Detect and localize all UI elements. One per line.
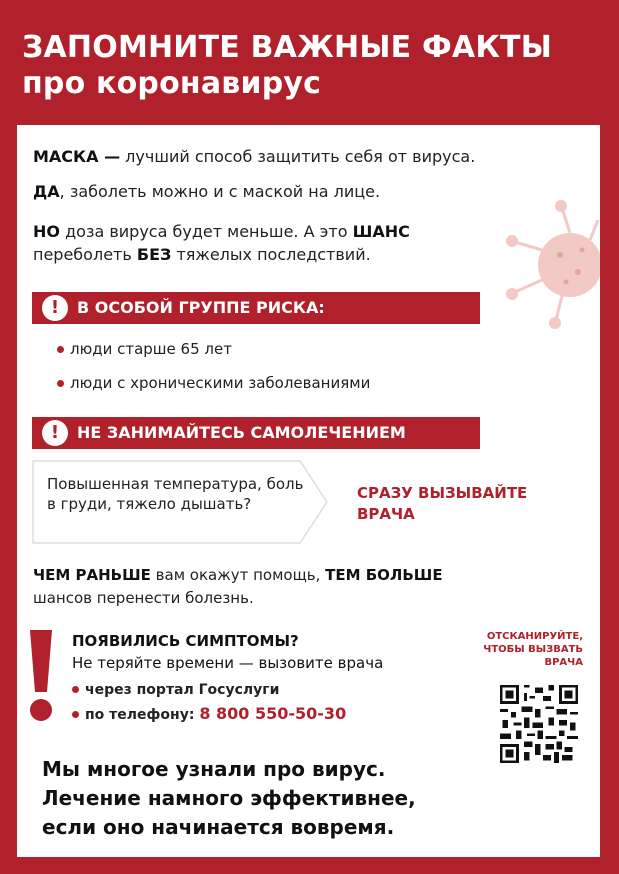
symptoms-subheading: Не теряйте времени — вызовите врача xyxy=(72,654,384,672)
fact-recover xyxy=(33,244,371,265)
sooner-text: вам окажут помощь, xyxy=(150,566,326,584)
fact-yes xyxy=(33,181,380,202)
fact-mask-text: лучший способ защитить себя от вируса. xyxy=(120,147,476,166)
selfcare-banner xyxy=(32,417,480,449)
fact-without-bold: БЕЗ xyxy=(136,245,172,264)
closing-message xyxy=(42,755,416,842)
fact-mask xyxy=(33,146,475,167)
contact-gosuslugi: через портал Госуслуги xyxy=(72,680,279,700)
call-doctor xyxy=(357,483,527,525)
call-doctor-line-1: СРАЗУ ВЫЗЫВАЙТЕ xyxy=(357,484,528,502)
fact-recover-text: переболеть xyxy=(33,245,137,264)
phone-label: по телефону: xyxy=(85,707,200,723)
fact-chance-bold: ШАНС xyxy=(352,222,410,241)
exclamation-circle-icon: ! xyxy=(42,295,68,321)
risk-heading: В ОСОБОЙ ГРУППЕ РИСКА: xyxy=(77,298,325,317)
title-line-1: ЗАПОМНИТЕ ВАЖНЫЕ ФАКТЫ xyxy=(22,30,552,65)
fact-recover-text-2: тяжелых последствий. xyxy=(171,245,371,264)
symptoms-heading: ПОЯВИЛИСЬ СИМПТОМЫ? xyxy=(72,632,299,650)
sooner-bold: ЧЕМ РАНЬШЕ xyxy=(33,566,151,584)
fact-yes-bold: ДА xyxy=(33,182,60,201)
risk-item: люди старше 65 лет xyxy=(57,339,232,359)
page-title xyxy=(22,30,552,102)
contact-phone xyxy=(72,704,346,725)
closing-line-1: Мы многое узнали про вирус. xyxy=(42,757,386,781)
content-card xyxy=(17,125,600,857)
fact-mask-bold: МАСКА — xyxy=(33,147,121,166)
closing-line-3: если оно начинается вовремя. xyxy=(42,815,395,839)
symptoms-text: Повышенная температура, боль в груди, тяжело дышать? xyxy=(47,475,304,513)
scan-line-1: ОТСКАНИРУЙТЕ, xyxy=(486,631,583,642)
risk-item: люди с хроническими заболеваниями xyxy=(57,373,370,393)
big-exclamation-icon xyxy=(29,630,53,722)
scan-caption xyxy=(483,630,583,669)
scan-line-2: ЧТОБЫ ВЫЗВАТЬ xyxy=(483,644,583,655)
selfcare-heading: НЕ ЗАНИМАЙТЕСЬ САМОЛЕЧЕНИЕМ xyxy=(77,423,406,442)
risk-banner xyxy=(32,292,480,324)
phone-number[interactable]: 8 800 550-50-30 xyxy=(199,704,347,723)
scan-line-3: ВРАЧА xyxy=(544,657,583,668)
sooner-line-2: шансов перенести болезнь. xyxy=(33,589,254,607)
call-doctor-line-2: ВРАЧА xyxy=(357,505,415,523)
closing-line-2: Лечение намного эффективнее, xyxy=(42,786,416,810)
qr-code[interactable] xyxy=(500,685,578,763)
fact-yes-text: , заболеть можно и с маской на лице. xyxy=(59,182,381,201)
title-line-2: про коронавирус xyxy=(22,66,322,101)
more-bold: ТЕМ БОЛЬШЕ xyxy=(325,566,443,584)
sooner-line-1 xyxy=(33,565,443,586)
exclamation-circle-icon: ! xyxy=(42,420,68,446)
fact-but-bold: НО xyxy=(33,222,60,241)
fact-but xyxy=(33,221,410,242)
fact-but-text: доза вируса будет меньше. А это xyxy=(60,222,353,241)
virus-icon xyxy=(500,200,600,330)
